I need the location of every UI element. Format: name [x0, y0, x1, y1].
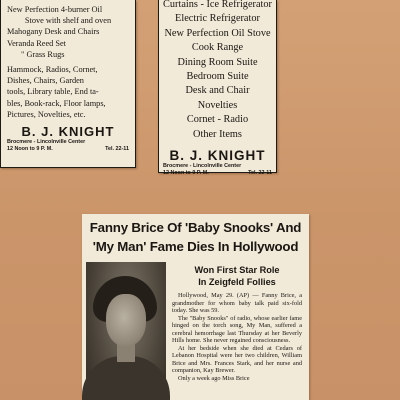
ad-item: " Grass Rugs — [21, 49, 65, 59]
ad-item: Dishes, Chairs, Garden — [7, 76, 84, 86]
ad-item: Cook Range — [191, 42, 244, 54]
ad-item: Mahogany Desk and Chairs — [7, 27, 100, 37]
ad-item: Desk and Chair — [185, 85, 250, 97]
ad-item: Electric Refrigerator — [175, 13, 260, 25]
store-hours: 12 Noon to 9 P. M. — [7, 146, 53, 153]
merchant-name: B. J. KNIGHT — [21, 124, 115, 140]
ad-item: Stove with shelf and oven — [24, 16, 112, 26]
contact-line — [163, 170, 272, 177]
store-hours: 12 Noon to 9 P. M. — [163, 170, 209, 177]
article-body — [172, 292, 302, 382]
ad-item: Curtains - Ice Refrigerator — [163, 0, 272, 10]
article-subheadline: Won First Star Role In Zeigfeld Follies — [194, 265, 280, 287]
article-paragraph: At her bedside when she died at Cedars of Lebanon Hospital were her two children, William Brice and Mrs. Frances Stark, and her nurse and companion, Kay Brewer. — [172, 344, 302, 374]
ad-item: Pictures, Novelties, etc. — [7, 109, 86, 119]
ad-item: Novelties — [197, 99, 238, 111]
ad-item: Veranda Reed Set — [7, 38, 66, 48]
merchant-name: B. J. KNIGHT — [169, 148, 266, 164]
newspaper-article — [82, 214, 309, 400]
article-headline: 'My Man' Fame Dies In Hollywood — [92, 239, 299, 254]
ad-item-list — [163, 0, 272, 142]
ad-item: Cornet - Radio — [186, 114, 249, 126]
store-phone: Tel. 22-11 — [248, 170, 272, 177]
contact-line — [163, 163, 272, 170]
right-advertisement — [158, 0, 277, 177]
ad-item: tools, Library table, End ta- — [7, 87, 99, 97]
store-location: Brocmere - Lincolnville Center — [7, 139, 86, 146]
contact-line — [7, 139, 129, 146]
ad-item: New Perfection Oil Stove — [164, 27, 271, 39]
store-phone: Tel. 22-11 — [105, 146, 129, 153]
ad-item: Dining Room Suite — [177, 56, 258, 68]
article-paragraph: The "Baby Snooks" of radio, whose earlier fame hinged on the torch song, My Man, suffered a cerebral hemorrhage last Thursday at her Beverly Hills home. She never regained consciousness. — [172, 314, 302, 344]
article-paragraph: Only a week ago Miss Brice — [178, 374, 250, 382]
contact-line — [7, 146, 129, 153]
ad-item: bles, Book-rack, Floor lamps, — [7, 98, 106, 108]
article-headline: Fanny Brice Of 'Baby Snooks' And — [89, 220, 302, 235]
portrait-photo — [86, 262, 166, 400]
ad-item: Hammock, Radios, Cornet, — [7, 65, 98, 75]
article-paragraph: Hollywood, May 29. (AP) — Fanny Brice, a grandmother for whom baby talk paid six-fold today. She was 59. — [172, 292, 302, 314]
ad-item: New Perfection 4-burner Oil — [7, 5, 103, 14]
store-location: Brocmere - Lincolnville Center — [163, 163, 242, 170]
ad-item: Bedroom Suite — [186, 71, 249, 83]
ad-item: Other Items — [193, 128, 242, 140]
ad-item-list — [7, 4, 129, 120]
left-advertisement — [0, 0, 136, 168]
